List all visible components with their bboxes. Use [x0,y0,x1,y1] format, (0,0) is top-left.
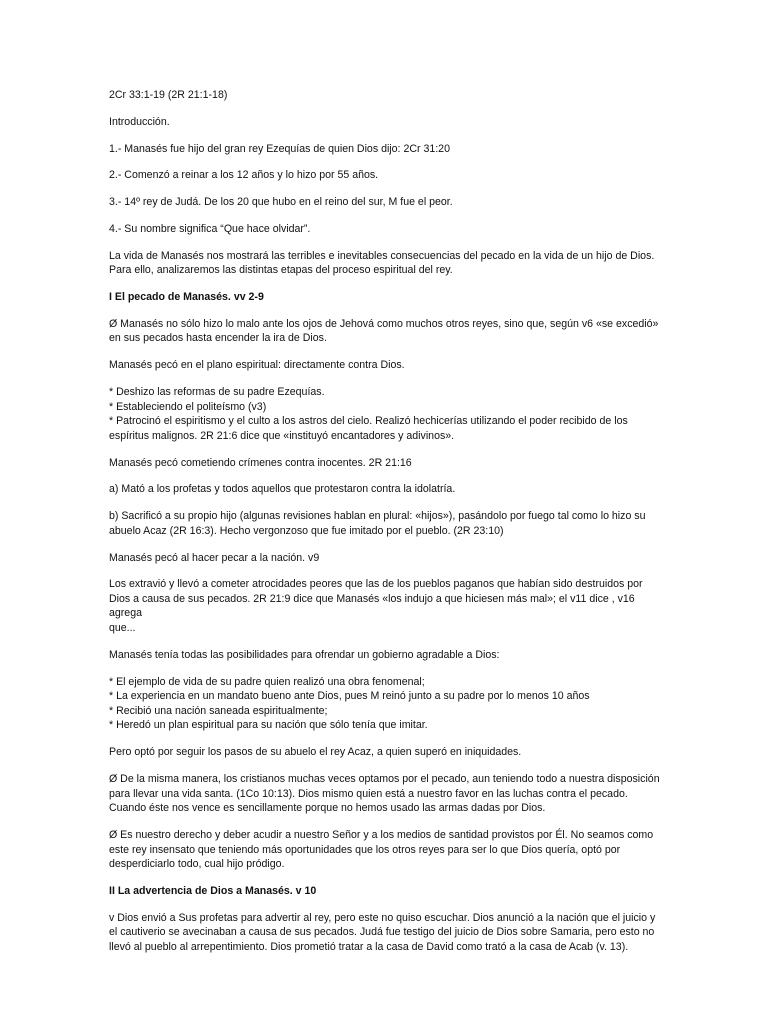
paragraph [109,358,661,373]
text-line: Pero optó por seguir los pasos de su abuelo el rey Acaz, a quien superó en iniquidades. [109,746,522,759]
paragraph [109,551,661,566]
text-line: 4.- Su nombre significa “Que hace olvidar”. [109,222,311,235]
text-line: Para ello, analizaremos las distintas etapas del proceso espiritual del rey. [109,264,453,277]
paragraph [109,222,661,237]
paragraph [109,168,661,183]
text-line: llevó al pueblo al arrepentimiento. Dios prometió tratar a la casa de David como trató a la casa de Acab (v. 13). [109,940,629,953]
text-line: II La advertencia de Dios a Manasés. v 10 [109,884,317,897]
text-line: * Estableciendo el politeísmo (v3) [109,400,267,413]
text-line: v Dios envió a Sus profetas para advertir al rey, pero este no quiso escuchar. Dios anunció a la nación que el juicio y [109,911,656,924]
paragraph [109,115,661,130]
text-line: La vida de Manasés nos mostrará las terribles e inevitables consecuencias del pecado en la vida de un hijo de Dios. [109,249,655,262]
text-line: 3.- 14º rey de Judá. De los 20 que hubo en el reino del sur, M fue el peor. [109,196,453,209]
text-line: b) Sacrificó a su propio hijo (algunas revisiones hablan en plural: «hijos»), pasándolo por fuego tal como lo hizo su [109,510,646,523]
text-line: Los extravió y llevó a cometer atrocidades peores que las de los pueblos paganos que habían sido destruidos por [109,578,643,591]
text-line: 2Cr 33:1-19 (2R 21:1-18) [109,89,228,101]
paragraph [109,911,661,955]
paragraph [109,675,661,733]
paragraph [109,482,661,497]
paragraph [109,195,661,210]
text-line: Cuando éste nos vence es sencillamente porque no hemos usado las armas dadas por Dios. [109,802,546,815]
paragraph [109,509,661,538]
text-line: 1.- Manasés fue hijo del gran rey Ezequías de quien Dios dijo: 2Cr 31:20 [109,142,450,155]
text-line: para llevar una vida santa. (1Co 10:13). Dios mismo quien está a nuestro favor en las luchas contra el pecado. [109,787,628,800]
paragraph [109,648,661,663]
paragraph [109,249,661,278]
paragraph [109,577,661,635]
text-line: espíritus malignos. 2R 21:6 dice que «instituyó encantadores y adivinos». [109,429,455,442]
text-line: este rey insensato que teniendo más oportunidades que los otros reyes para ser lo que Dios quería, optó por [109,843,621,856]
section-heading [109,290,661,305]
paragraph [109,385,661,443]
text-line: * Deshizo las reformas de su padre Ezequías. [109,386,325,398]
text-line: Manasés pecó al hacer pecar a la nación. v9 [109,551,320,564]
text-line: que... [109,622,136,635]
paragraph [109,317,661,346]
paragraph [109,772,661,816]
text-line: * Recibió una nación saneada espiritualmente; [109,704,328,717]
text-line: * Heredó un plan espiritual para su nación que sólo tenía que imitar. [109,719,428,732]
text-line: * La experiencia en un mandato bueno ante Dios, pues M reinó junto a su padre por lo menos 10 años [109,690,590,703]
text-line: el cautiverio se avecinaban a causa de sus pecados. Judá fue testigo del juicio de Dios sobre Samaria, pero esto no [109,926,655,939]
text-line: desperdiciarlo todo, cual hijo pródigo. [109,858,285,871]
text-line: a) Mató a los profetas y todos aquellos que protestaron contra la idolatría. [109,483,456,496]
text-line: Dios a causa de sus pecados. 2R 21:9 dice que Manasés «los indujo a que hiciesen más mal»; el v11 dice , v16 agrega [109,592,635,620]
text-line: 2.- Comenzó a reinar a los 12 años y lo hizo por 55 años. [109,169,379,182]
text-line: Introducción. [109,115,170,128]
text-line: Manasés tenía todas las posibilidades para ofrendar un gobierno agradable a Dios: [109,648,500,661]
text-line: Manasés pecó en el plano espiritual: directamente contra Dios. [109,359,405,372]
text-line: en sus pecados hasta encender la ira de Dios. [109,332,327,345]
document-body [109,88,661,967]
text-line: * Patrocinó el espiritismo y el culto a los astros del cielo. Realizó hechicerías utilizando el poder recibido de los [109,415,628,428]
paragraph [109,88,661,103]
text-line: * El ejemplo de vida de su padre quien realizó una obra fenomenal; [109,675,425,688]
text-line: I El pecado de Manasés. vv 2-9 [109,291,264,304]
section-heading [109,884,661,899]
text-line: Ø De la misma manera, los cristianos muchas veces optamos por el pecado, aun teniendo todo a nuestra disposición [109,772,660,785]
paragraph [109,745,661,760]
paragraph [109,828,661,872]
paragraph [109,456,661,471]
text-line: Ø Es nuestro derecho y deber acudir a nuestro Señor y a los medios de santidad provistos por Él. No seamos como [109,828,654,841]
text-line: abuelo Acaz (2R 16:3). Hecho vergonzoso que fue imitado por el pueblo. (2R 23:10) [109,524,504,537]
text-line: Ø Manasés no sólo hizo lo malo ante los ojos de Jehová como muchos otros reyes, sino que, según v6 «se excedió» [109,317,659,330]
paragraph [109,142,661,157]
text-line: Manasés pecó cometiendo crímenes contra inocentes. 2R 21:16 [109,456,412,469]
